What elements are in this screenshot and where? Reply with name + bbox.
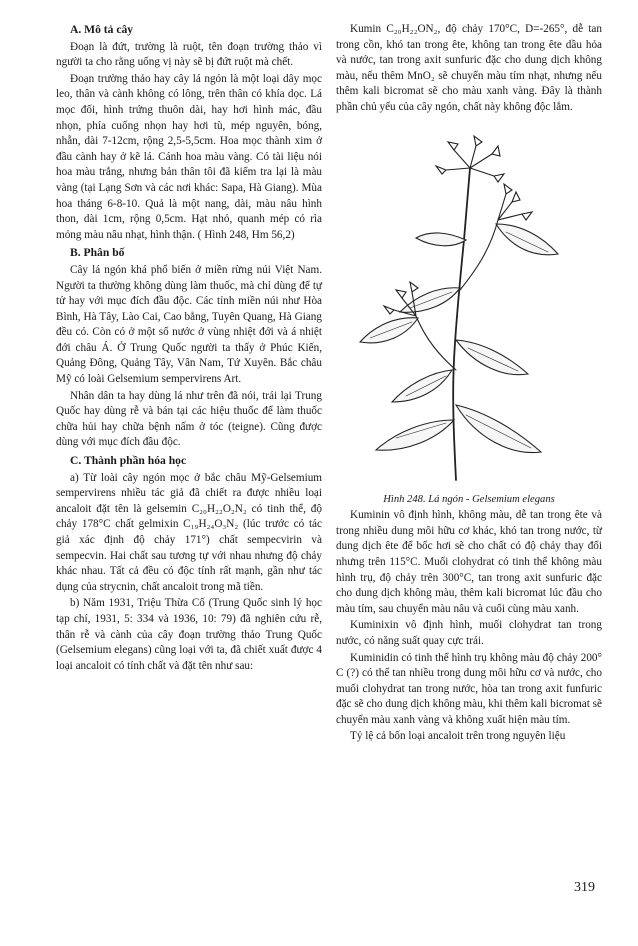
paragraph-kumin: Kumin C₂₀H₂₂ON₂, độ chảy 170°C, D=-265°, dễ tan trong cồn, khó tan trong ête, không tan trong ête dầu hỏa và nước, tan trong axit sunfuric đặc cho dung dịch không màu, nếu thêm MnO₂ sẽ chuyển màu tím nhạt, nhưng nếu thêm kali bicromat sẽ cho màu xanh vàng. Đây là thành phần chủ yếu của cây ngón, chất này không độc lắm. [336,23,602,113]
paragraph-ratio: Tỷ lệ cả bốn loại ancaloit trên trong nguyên liệu [350,730,566,743]
paragraph-distribution: Cây lá ngón khá phổ biến ở miền rừng núi Việt Nam. Người ta thường không dùng làm thuốc, mà chỉ dùng để tự tử hay với mục đích đầu độc. Các tỉnh miền núi như Hòa Bình, Hà Tây, Lào Cai, Cao bằng, Tuyên Quang, Hà Giang đều có. Còn có ở một số nước ở vùng nhiệt đới và á nhiệt đới châu Á. Ở Trung Quốc người ta thấy ở Phúc Kiến, Quảng Đông, Quảng Tây, Vân Nam, Tứ Xuyên. Bắc châu Mỹ có loài Gelsemium sempervirens Art. [56,263,322,386]
section-heading-description: A. Mô tả cây [70,23,134,36]
paragraph-usage: Nhân dân ta hay dùng lá như trên đã nói, trái lại Trung Quốc hay dùng rễ và bán tại các hiệu thuốc để làm thuốc chữa hủi hay chữa bệnh nấm ở tóc (teigne). Cũng được dùng với mục đích đầu độc. [56,389,322,449]
gelsemium-drawing [336,120,602,490]
paragraph-name-origin: Đoạn là đứt, trường là ruột, tên đoạn trường thảo vì người ta cho rằng uống vị này sẽ bị đứt ruột mà chết. [56,40,322,69]
paragraph-kuminixin: Kuminixin vô định hình, muối clohydrat tan trong nước, có năng suất quay cực trái. [336,619,602,647]
paragraph-chemistry-a: a) Từ loài cây ngón mọc ở bắc châu Mỹ-Gelsemium sempervirens nhiều tác giả đã chiết ra được nhiều loại ancaloit đặt tên là gelsemin C₂₀H₂₂O₂N₂ có tinh thể, độ chảy 178°C chất gelmixin C₁₉H₂₄O₃N₂ (lúc trước có tác giả xác định độ chảy 171°) chất sempecvirin và sempecvin. Hai chất sau tương tự với nhau nhưng độ chảy khác nhau. Tất cả đều có độc tính rất mạnh, gần như tác dụng của strycnin, chất ancaloit trong mã tiền. [56,471,322,593]
plant-illustration [336,120,602,490]
left-column [56,22,322,675]
paragraph-kuminidin: Kuminidin có tinh thể hình trụ không màu độ chảy 200° C (?) có thể tan nhiều trong dung môi hữu cơ và nước, cho muối clohydrat tan trong nước, hòa tan trong axit funfuric đặc sẽ cho dung dịch không màu, khi thêm kali bicromat sẽ chuyển màu xanh vàng và không xuất hiện màu tím. [336,651,602,726]
section-heading-distribution: B. Phân bố [70,246,125,260]
section-heading-chemistry: C. Thành phần hóa học [70,454,187,468]
page-number: 319 [574,880,595,895]
paragraph-chemistry-b: b) Năm 1931, Triệu Thừa Cố (Trung Quốc sinh lý học tạp chí, 1931, 5: 334 và 1936, 10: 79) đã nghiên cứu rễ, thân rễ và cành của cây đoạn trường thảo Trung Quốc (Gelsemium elegans) cũng loại với ta, đã chiết xuất được 4 loại ancaloit có tính chất và đặt tên như sau: [56,597,322,672]
figure-caption: Hình 248. Lá ngón - Gelsemium elegans [383,493,555,505]
paragraph-kuminin: Kuminin vô định hình, không màu, dễ tan trong ête và trong nhiều dung môi hữu cơ khác, khó tan trong nước, từ dung dịch ête để bốc hơi sẽ cho chất có độ chảy thay đổi nhưng trên 115°C. Muối clohydrat có tinh thể không màu hình trụ, độ chảy trên 300°C, tan trong axit sunfuric đặc cho dung dịch không màu, thêm kali bicromat lúc đầu cho màu tím, sau chuyển màu nâu và cuối cùng màu xanh. [336,509,602,615]
paragraph-plant-description: Đoạn trường thảo hay cây lá ngón là một loại dây mọc leo, thân và cành không có lông, trên thân có khía dọc. Lá mọc đối, hình trứng thuôn dài, hay hơi hình mác, đầu nhọn, phía cuống nhọn hay hơi tù, mép nguyên, bóng, nhẵn, dài 7-12cm, rộng 2,5-5,5cm. Hoa mọc thành xim ở đầu cành hay ở kẽ lá. Cánh hoa màu vàng. Có tài liệu nói hoa màu trắng, nhưng bản thân tôi đã kiểm tra lại là màu vàng (tại Lạng Sơn và các nơi khác: Sapa, Hà Giang). Mùa hoa tháng 6-8-10. Quả là một nang, dài, màu nâu hình thon, dài 1cm, rộng 0,5cm. Hạt nhỏ, quanh mép có rìa mỏng màu nâu nhạt, hình thận. ( Hình 248, Hm 56,2) [56,72,322,241]
right-column [336,22,602,746]
